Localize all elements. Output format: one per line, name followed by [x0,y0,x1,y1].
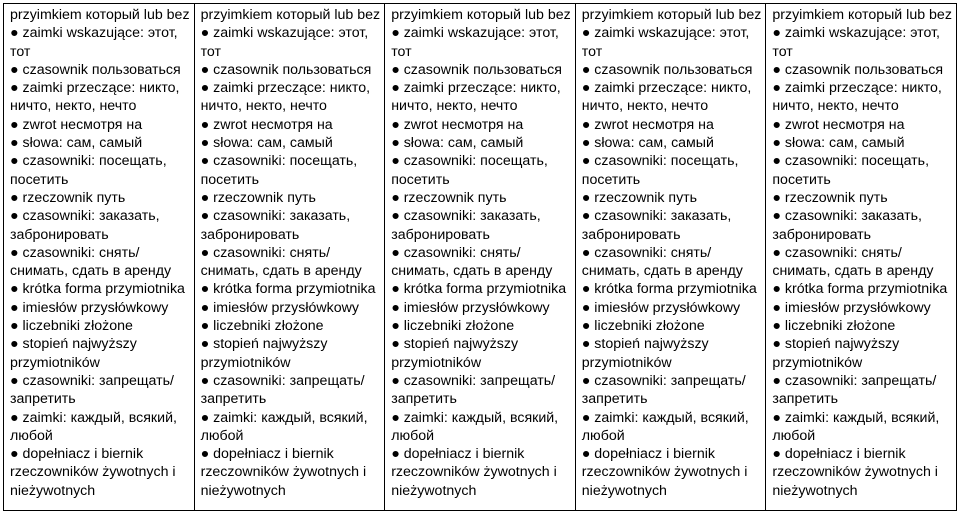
bullet-item: ● dopełniacz i biernik [200,446,334,463]
card-row [4,4,957,511]
bullet-item: ● zaimki: каждый, всякий, [581,409,749,426]
bullet-item-continuation: rzeczowników żywotnych i [391,464,557,481]
bullet-item: ● czasowniki: посещать, [200,153,358,170]
bullet-item-continuation: посетить [10,171,69,188]
card-intro: przyimkiem который lub bez [200,7,381,23]
bullet-item-continuation: nieżywotnych [772,482,858,499]
bullet-item: ● zaimki wskazujące: этот, [10,25,178,42]
bullet-item: ● imiesłów przysłówkowy [200,299,359,316]
bullet-item: ● krótka forma przymiotnika [772,281,948,298]
bullet-item-continuation: rzeczowników żywotnych i [772,464,938,481]
bullet-item-continuation: przymiotników [772,354,863,371]
bullet-item: ● czasowniki: заказать, [772,208,922,225]
bullet-item: ● krótka forma przymiotnika [581,281,757,298]
bullet-item-continuation: забронировать [391,226,490,243]
bullet-item: ● słowa: сам, самый [581,135,714,152]
bullet-item-continuation: посетить [200,171,259,188]
bullet-item: ● rzeczownik путь [581,189,698,206]
bullet-item: ● zaimki wskazujące: этот, [391,25,559,42]
bullet-item: ● rzeczownik путь [10,189,126,206]
bullet-item: ● krótka forma przymiotnika [200,281,376,298]
bullet-item: ● czasowniki: посещать, [772,153,930,170]
bullet-item-continuation: тот [391,43,412,60]
bullet-item: ● dopełniacz i biernik [772,446,906,463]
bullet-item: ● imiesłów przysłówkowy [772,299,931,316]
bullet-item: ● czasownik пользоваться [772,61,944,78]
bullet-item-continuation: забронировать [581,226,681,243]
bullet-item-continuation: ничто, некто, нечто [391,98,518,115]
bullet-item-continuation: тот [772,43,793,60]
bullet-item-continuation: запретить [391,391,457,408]
bullet-item-continuation: тот [10,43,31,60]
bullet-item-continuation: любой [772,427,816,444]
bullet-item: ● rzeczownik путь [772,189,888,206]
card [766,4,957,511]
bullet-item-continuation: nieżywotnych [200,482,286,499]
bullet-item: ● czasowniki: снять/ [10,244,140,261]
bullet-item: ● czasowniki: снять/ [391,244,521,261]
bullet-item: ● stopień najwyższy [10,336,137,353]
bullet-item: ● czasowniki: посещать, [581,153,739,170]
bullet-item: ● czasowniki: посещать, [10,153,167,170]
bullet-item-continuation: запретить [581,391,648,408]
bullet-item: ● rzeczownik путь [391,189,507,206]
bullet-item-continuation: ничто, некто, нечто [772,98,899,115]
bullet-item: ● stopień najwyższy [772,336,900,353]
bullet-item: ● zaimki: каждый, всякий, [391,409,559,426]
bullet-item: ● dopełniacz i biernik [581,446,715,463]
card-grid [3,3,957,511]
bullet-item: ● zwrot несмотря на [772,116,905,133]
bullet-item-continuation: ничто, некто, нечто [10,98,137,115]
bullet-item-continuation: nieżywotnych [10,482,96,499]
bullet-item: ● zaimki wskazujące: этот, [772,25,940,42]
bullet-item: ● stopień najwyższy [391,336,519,353]
card-sheet [3,3,957,511]
bullet-item-continuation: посетить [772,171,831,188]
bullet-item-continuation: rzeczowników żywotnych i [10,464,176,481]
bullet-item-continuation: ничто, некто, нечто [200,98,327,115]
bullet-item: ● zaimki przeczące: никто, [581,80,752,97]
bullet-item-continuation: посетить [391,171,450,188]
bullet-item-continuation: przymiotników [10,354,100,371]
card [4,4,195,511]
bullet-item: ● czasowniki: заказать, [391,208,541,225]
bullet-item: ● czasowniki: запрещать/ [200,372,365,389]
bullet-item-continuation: запретить [10,391,76,408]
bullet-item: ● stopień najwyższy [581,336,709,353]
bullet-item: ● imiesłów przysłówkowy [10,299,169,316]
card [575,4,766,511]
bullet-item-continuation: снимать, сдать в аренду [200,263,362,280]
card-intro: przyimkiem который lub bez [10,7,190,23]
bullet-item-continuation: любой [581,427,625,444]
bullet-item: ● liczebniki złożone [581,318,705,335]
bullet-item-continuation: тот [200,43,222,60]
bullet-item-continuation: rzeczowników żywotnych i [200,464,367,481]
bullet-item: ● czasowniki: запрещать/ [391,372,556,389]
card-intro: przyimkiem который lub bez [772,7,952,23]
bullet-item: ● zaimki przeczące: никто, [772,80,942,97]
bullet-item-continuation: любой [10,427,53,444]
bullet-item: ● czasowniki: запрещать/ [10,372,174,389]
card-intro: przyimkiem который lub bez [391,7,571,23]
bullet-item: ● zaimki wskazujące: этот, [200,25,369,42]
bullet-item-continuation: забронировать [10,226,109,243]
bullet-item: ● imiesłów przysłówkowy [581,299,741,316]
bullet-item: ● rzeczownik путь [200,189,316,206]
bullet-item: ● liczebniki złożone [772,318,896,335]
bullet-item: ● krótka forma przymiotnika [391,281,567,298]
bullet-item-continuation: посетить [581,171,641,188]
bullet-item: ● czasowniki: снять/ [581,244,712,261]
card-intro: przyimkiem который lub bez [581,7,762,23]
bullet-item-continuation: запретить [772,391,839,408]
bullet-item: ● słowa: сам, самый [200,135,333,152]
bullet-item-continuation: любой [391,427,435,444]
bullet-item-continuation: nieżywotnych [581,482,667,499]
bullet-item-continuation: przymiotników [581,354,672,371]
bullet-item: ● czasowniki: заказать, [581,208,732,225]
bullet-item: ● czasownik пользоваться [10,61,181,78]
bullet-item-continuation: rzeczowników żywotnych i [581,464,748,481]
bullet-item: ● zwrot несмотря на [391,116,524,133]
bullet-item-continuation: снимать, сдать в аренду [10,263,172,280]
bullet-item: ● słowa: сам, самый [772,135,905,152]
bullet-item: ● zwrot несмотря на [581,116,714,133]
bullet-item: ● zaimki: каждый, всякий, [772,409,940,426]
bullet-item-continuation: любой [200,427,244,444]
bullet-item: ● liczebniki złożone [200,318,324,335]
bullet-item-continuation: ничто, некто, нечто [581,98,709,115]
bullet-item: ● dopełniacz i biernik [10,446,144,463]
bullet-item: ● słowa: сам, самый [10,135,143,152]
bullet-item: ● czasowniki: заказать, [200,208,351,225]
bullet-item: ● czasowniki: запрещать/ [581,372,746,389]
bullet-item-continuation: przymiotników [391,354,482,371]
bullet-item: ● czasowniki: запрещать/ [772,372,937,389]
card [194,4,385,511]
bullet-item: ● czasownik пользоваться [200,61,372,78]
bullet-item: ● czasowniki: посещать, [391,153,548,170]
bullet-item-continuation: снимать, сдать в аренду [581,263,743,280]
bullet-item: ● stopień najwyższy [200,336,328,353]
bullet-item: ● zaimki wskazujące: этот, [581,25,750,42]
bullet-item-continuation: снимать, сдать в аренду [772,263,934,280]
bullet-item: ● czasowniki: снять/ [200,244,331,261]
bullet-item: ● zwrot несмотря на [10,116,143,133]
bullet-item: ● czasownik пользоваться [581,61,753,78]
bullet-item: ● zaimki przeczące: никто, [391,80,561,97]
bullet-item: ● krótka forma przymiotnika [10,281,185,298]
bullet-item: ● czasownik пользоваться [391,61,562,78]
bullet-item: ● czasowniki: заказать, [10,208,160,225]
bullet-item: ● czasowniki: снять/ [772,244,902,261]
bullet-item-continuation: nieżywotnych [391,482,477,499]
bullet-item-continuation: запретить [200,391,267,408]
bullet-item-continuation: снимать, сдать в аренду [391,263,553,280]
bullet-item: ● zaimki: каждый, всякий, [10,409,177,426]
bullet-item: ● imiesłów przysłówkowy [391,299,550,316]
bullet-item: ● dopełniacz i biernik [391,446,525,463]
card [385,4,576,511]
bullet-item-continuation: тот [581,43,603,60]
bullet-item: ● słowa: сам, самый [391,135,524,152]
bullet-item: ● zaimki przeczące: никто, [200,80,371,97]
bullet-item: ● zaimki: каждый, всякий, [200,409,368,426]
bullet-item-continuation: забронировать [772,226,872,243]
bullet-item: ● liczebniki złożone [391,318,515,335]
bullet-item: ● liczebniki złożone [10,318,133,335]
bullet-item-continuation: забронировать [200,226,300,243]
bullet-item: ● zaimki przeczące: никто, [10,80,180,97]
bullet-item: ● zwrot несмотря на [200,116,333,133]
bullet-item-continuation: przymiotników [200,354,291,371]
